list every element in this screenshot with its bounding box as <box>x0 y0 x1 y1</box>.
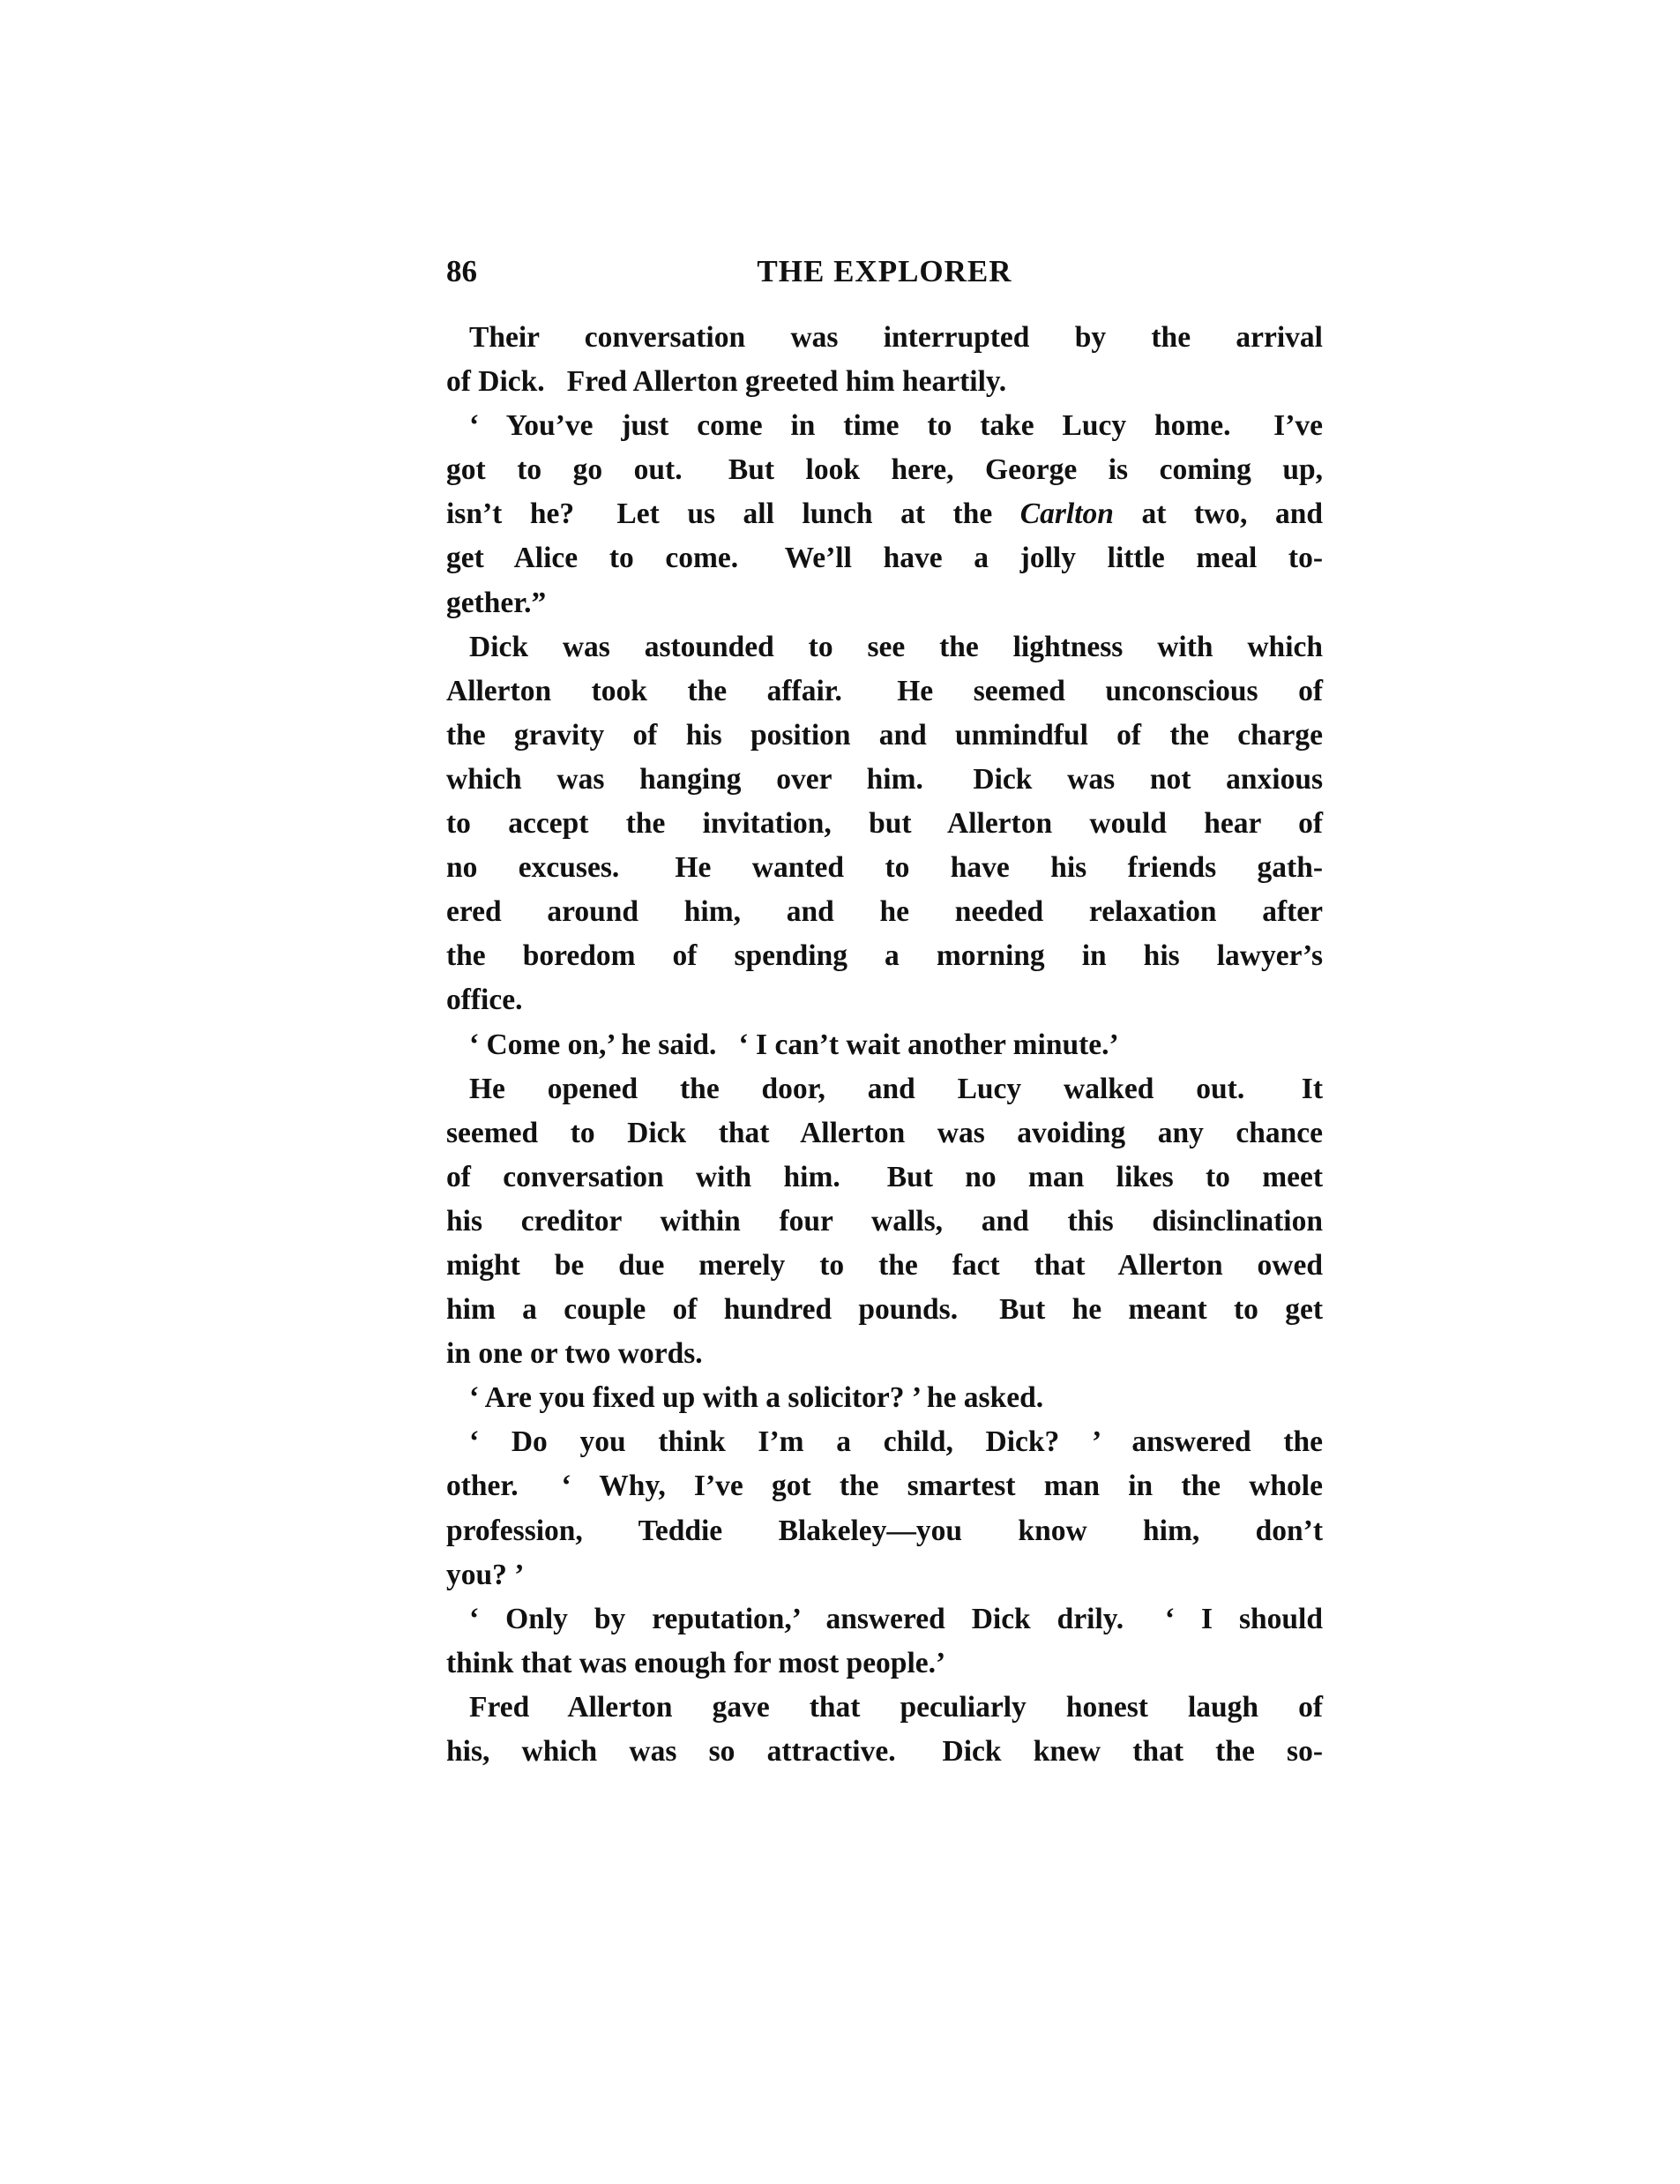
text-segment: gether.” <box>446 586 547 619</box>
text-segment: isn’t he? Let us all lunch at the <box>446 497 1020 531</box>
text-segment: him a couple of hundred pounds. But he meant to get <box>446 1293 1323 1327</box>
text-line <box>446 759 1323 804</box>
text-segment: Fred Allerton gave that peculiarly honest laugh of <box>469 1690 1323 1724</box>
text-line <box>446 1422 1323 1466</box>
text-line <box>446 1025 1323 1069</box>
text-segment: seemed to Dick that Allerton was avoiding any chance <box>446 1116 1323 1149</box>
text-line <box>446 892 1323 936</box>
text-line <box>446 318 1323 362</box>
text-segment: He opened the door, and Lucy walked out. It <box>469 1072 1323 1105</box>
text-line <box>446 1157 1323 1201</box>
text-segment: other. ‘ Why, I’ve got the smartest man in the whole <box>446 1470 1323 1503</box>
text-line <box>446 1245 1323 1290</box>
italic-text: Carlton <box>1019 497 1114 531</box>
text-segment: office. <box>446 984 523 1017</box>
text-line <box>446 1555 1323 1599</box>
text-segment: ‘ Are you fixed up with a solicitor? ’ he asked. <box>469 1381 1044 1415</box>
text-segment: to accept the invitation, but Allerton would hear of <box>446 807 1323 841</box>
text-segment: Allerton took the affair. He seemed unconscious of <box>446 674 1323 707</box>
text-line <box>446 715 1323 759</box>
text-line <box>446 1511 1323 1555</box>
text-segment: the boredom of spending a morning in his lawyer’s <box>446 939 1323 973</box>
text-line <box>446 450 1323 494</box>
text-line <box>446 980 1323 1024</box>
page-number: 86 <box>446 254 477 288</box>
text-line <box>446 1466 1323 1510</box>
text-line <box>446 538 1323 582</box>
text-line <box>446 494 1323 538</box>
text-segment: which was hanging over him. Dick was not anxious <box>446 762 1323 796</box>
text-line <box>446 804 1323 848</box>
text-segment: you? ’ <box>446 1558 525 1591</box>
text-segment: Their conversation was interrupted by the arrival <box>469 321 1323 354</box>
text-line <box>446 1069 1323 1113</box>
text-line <box>446 936 1323 980</box>
text-segment: his creditor within four walls, and this disinclination <box>446 1204 1323 1238</box>
text-segment: ‘ Only by reputation,’ answered Dick drily. ‘ I should <box>469 1602 1323 1635</box>
text-line <box>446 1334 1323 1378</box>
text-segment: ‘ Come on,’ he said. ‘ I can’t wait another minute.’ <box>469 1028 1119 1061</box>
text-segment: ered around him, and he needed relaxation after <box>446 895 1323 929</box>
text-segment: Dick was astounded to see the lightness with which <box>469 630 1323 663</box>
text-line <box>446 1687 1323 1731</box>
text-segment: of Dick. Fred Allerton greeted him heartily. <box>446 365 1007 399</box>
text-line <box>446 1378 1323 1422</box>
text-segment: get Alice to come. We’ll have a jolly little meal to- <box>446 542 1323 575</box>
text-line <box>446 1599 1323 1643</box>
text-line <box>446 1731 1323 1776</box>
text-line <box>446 583 1323 627</box>
text-segment: got to go out. But look here, George is coming up, <box>446 453 1323 487</box>
text-line <box>446 848 1323 892</box>
text-line <box>446 406 1323 450</box>
text-line <box>446 362 1323 406</box>
running-title: THE EXPLORER <box>757 254 1012 288</box>
text-segment: ‘ You’ve just come in time to take Lucy home. I’ve <box>469 409 1323 443</box>
text-segment: at two, and <box>1113 497 1323 531</box>
text-segment: of conversation with him. But no man likes to meet <box>446 1160 1323 1193</box>
text-line <box>446 671 1323 715</box>
text-line <box>446 627 1323 671</box>
text-segment: in one or two words. <box>446 1337 703 1371</box>
running-header <box>446 254 1323 293</box>
page-body-text <box>446 318 1323 1776</box>
text-segment: the gravity of his position and unmindful of the charge <box>446 718 1323 752</box>
text-line <box>446 1201 1323 1245</box>
text-segment: profession, Teddie Blakeley—you know him, don’t <box>446 1514 1323 1547</box>
text-line <box>446 1113 1323 1157</box>
text-segment: no excuses. He wanted to have his friends gath- <box>446 851 1323 885</box>
text-segment: his, which was so attractive. Dick knew that the so- <box>446 1735 1323 1768</box>
text-segment: might be due merely to the fact that Allerton owed <box>446 1248 1323 1282</box>
text-segment: ‘ Do you think I’m a child, Dick? ’ answered the <box>469 1425 1323 1459</box>
text-line <box>446 1290 1323 1334</box>
text-line <box>446 1643 1323 1687</box>
text-segment: think that was enough for most people.’ <box>446 1646 946 1679</box>
